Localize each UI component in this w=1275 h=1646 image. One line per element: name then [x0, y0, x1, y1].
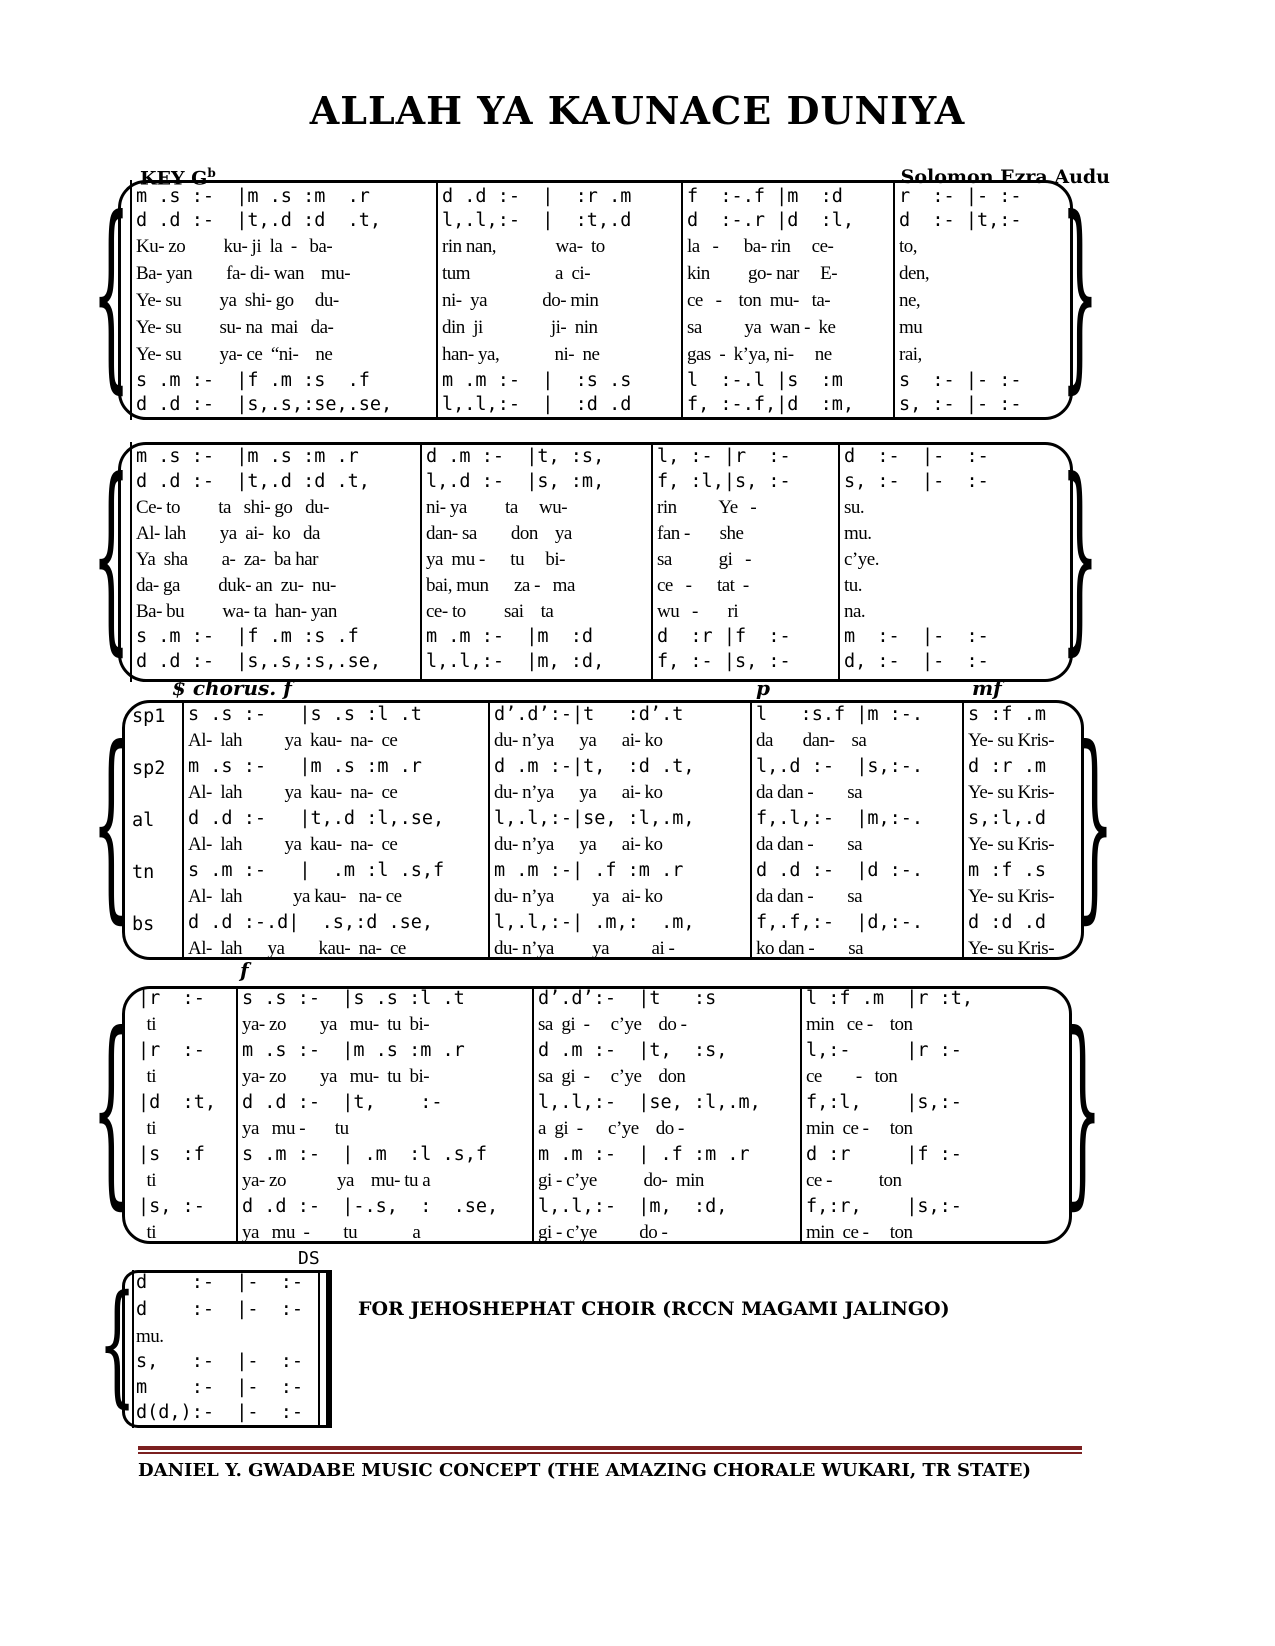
left-brace: {: [92, 176, 131, 414]
lyric-line: Ye- su ya- ce “ni- ne: [136, 344, 333, 365]
lyric-line: da- ga duk- an zu- nu-: [136, 575, 336, 596]
lyric-line: la - ba- rin ce-: [687, 236, 834, 257]
lyric-line: ko dan - sa: [756, 938, 864, 959]
lyric-line: fan - she: [657, 523, 744, 544]
notation-line: m .m :- |m :d: [426, 626, 594, 647]
notation-line: d :r .m: [968, 756, 1046, 777]
final-system: [98, 1268, 332, 1428]
lyric-line: Ye- su su- na mai da-: [136, 317, 334, 338]
notation-line: s .m :- | .m :l .s,f: [242, 1144, 488, 1165]
lyric-line: Ye- su ya shi- go du-: [136, 290, 339, 311]
notation-line: f,.f,:- |d,:-.: [756, 912, 924, 933]
notation-line: m :- |- :-: [844, 626, 989, 647]
lyric-line: ya- zo ya mu- tu bi-: [242, 1014, 430, 1035]
notation-line: d .d :- |t,.d :d .t,: [136, 210, 382, 231]
measure: [532, 986, 800, 1244]
lyric-line: mu.: [844, 523, 872, 544]
lyric-line: Ya sha a- za- ba har: [136, 549, 318, 570]
notation-line: r :- |- :-: [899, 186, 1022, 207]
lyric-line: ce - ton: [806, 1066, 898, 1087]
lyric-line: ti: [138, 1170, 157, 1191]
measure: [488, 700, 750, 960]
measure: [651, 442, 838, 682]
notation-line: f, :-.f,|d :m,: [687, 394, 855, 415]
notation-line: d .m :-|t, :d .t,: [494, 756, 695, 777]
lyric-line: Ye- su Kris-: [968, 730, 1055, 751]
lyric-line: Ye- su Kris-: [968, 886, 1055, 907]
lyric-line: Ba- yan fa- di- wan mu-: [136, 263, 351, 284]
notation-line: s :f .m: [968, 704, 1046, 725]
notation-line: f,:l, |s,:-: [806, 1092, 962, 1113]
notation-line: d(d,):- |- :-: [136, 1402, 304, 1423]
lyric-line: rin nan, wa- to: [442, 236, 605, 257]
lyric-line: ti: [138, 1066, 157, 1087]
right-brace: }: [1075, 706, 1114, 944]
notation-line: s .m :- |f .m :s .f: [136, 370, 370, 391]
lyric-line: ti: [138, 1222, 157, 1243]
lyric-line: ya mu - tu a: [242, 1222, 421, 1243]
notation-line: s, :- |- :-: [844, 471, 989, 492]
notation-line: l,.l,:- | :d .d: [442, 394, 632, 415]
notation-line: d .d :- |t, :-: [242, 1092, 443, 1113]
notation-line: s .m :- |f .m :s .f: [136, 626, 359, 647]
notation-line: d .d :- |d :-.: [756, 860, 924, 881]
left-brace: {: [98, 1268, 137, 1422]
lyric-line: Ye- su Kris-: [968, 834, 1055, 855]
part-label-sp1: sp1: [132, 706, 166, 727]
measure: [436, 180, 681, 420]
notation-line: |r :-: [138, 1040, 205, 1061]
lyric-line: tum a ci-: [442, 263, 591, 284]
right-brace: }: [1060, 176, 1099, 414]
measure: [893, 180, 1063, 420]
lyric-line: wu - ri: [657, 601, 739, 622]
notation-line: m .s :- |m .s :m .r: [242, 1040, 465, 1061]
key-flat: b: [207, 166, 216, 180]
lyric-line: ne,: [899, 290, 921, 311]
part-label-sp2: sp2: [132, 758, 166, 779]
lyric-line: den,: [899, 263, 930, 284]
lyric-line: ni- ya do- min: [442, 290, 599, 311]
notation-line: l,.d :- |s,:-.: [756, 756, 924, 777]
notation-line: d :d .d: [968, 912, 1046, 933]
notation-line: m .m :- | .f :m .r: [538, 1144, 750, 1165]
lyric-line: Ba- bu wa- ta han- yan: [136, 601, 337, 622]
lyric-line: tu.: [844, 575, 863, 596]
lyric-line: rin Ye -: [657, 497, 757, 518]
notation-line: |r :-: [138, 988, 205, 1009]
lyric-line: a gi - c’ye do -: [538, 1118, 684, 1139]
notation-line: l,.l,:- |m, :d,: [538, 1196, 728, 1217]
notation-line: |s :f: [138, 1144, 205, 1165]
notation-line: l,.l,:- |se, :l,.m,: [538, 1092, 761, 1113]
lyric-line: dan- sa don ya: [426, 523, 572, 544]
lyric-line: Al- lah ya ai- ko da: [136, 523, 320, 544]
notation-line: l,.l,:- | :t,.d: [442, 210, 632, 231]
notation-line: d :- |t,:-: [899, 210, 1022, 231]
notation-line: f, :- |s, :-: [657, 651, 791, 672]
notation-line: m .m :- | :s .s: [442, 370, 632, 391]
lyric-line: Al- lah ya kau- na- ce: [188, 886, 402, 907]
notation-line: d :- |- :-: [844, 446, 989, 467]
left-brace: {: [92, 992, 131, 1230]
lyric-line: mu: [899, 317, 923, 338]
chorus-marking: $ chorus. f: [172, 676, 292, 700]
notation-line: m :f .s: [968, 860, 1046, 881]
notation-line: s :- |- :-: [899, 370, 1022, 391]
measure: [182, 700, 488, 960]
notation-line: d, :- |- :-: [844, 651, 989, 672]
left-brace: {: [92, 438, 131, 676]
lyric-line: ce- to sai ta: [426, 601, 554, 622]
lyric-line: ce - ton mu- ta-: [687, 290, 831, 311]
footer-rule-thick: [138, 1446, 1082, 1450]
lyric-line: ce - ton: [806, 1170, 902, 1191]
left-brace: {: [92, 706, 131, 944]
lyric-line: to,: [899, 236, 918, 257]
notation-line: m .m :-| .f :m .r: [494, 860, 684, 881]
notation-line: s .m :- | .m :l .s,f: [188, 860, 445, 881]
notation-line: f,:r, |s,:-: [806, 1196, 962, 1217]
part-label-tn: tn: [132, 862, 155, 883]
notation-line: l,:- |r :-: [806, 1040, 962, 1061]
lyric-line: ti: [138, 1014, 157, 1035]
footer-rule-thin: [138, 1452, 1082, 1454]
notation-line: l, :- |r :-: [657, 446, 791, 467]
notation-line: d .d :- |t,.d :l,.se,: [188, 808, 445, 829]
lyric-line: da dan - sa: [756, 886, 863, 907]
notation-line: m .s :- |m .s :m .r: [188, 756, 422, 777]
notation-line: l,.l,:- |m, :d,: [426, 651, 605, 672]
lyric-line: da dan- sa: [756, 730, 867, 751]
song-title: ALLAH YA KAUNACE DUNIYA: [309, 88, 966, 133]
notation-line: d .d :- |s,.s,:s,.se,: [136, 651, 382, 672]
notation-line: d .m :- |t, :s,: [538, 1040, 728, 1061]
measure: [750, 700, 962, 960]
lyric-line: gi - c’ye do- min: [538, 1170, 704, 1191]
lyric-line: ni- ya ta wu-: [426, 497, 568, 518]
measure: [838, 442, 1063, 682]
notation-line: |s, :-: [138, 1196, 205, 1217]
lyric-line: min ce - ton: [806, 1118, 913, 1139]
dynamic-f: f: [240, 958, 249, 982]
lyric-line: du- n’ya ya ai- ko: [494, 782, 663, 803]
dynamic-mf: mf: [972, 676, 1002, 700]
system-2: [92, 438, 1099, 682]
lyric-line: kin go- nar E-: [687, 263, 838, 284]
system-3-chorus: [92, 700, 1114, 960]
lyric-line: sa gi -: [657, 549, 751, 570]
lyric-line: ya- zo ya mu- tu a: [242, 1170, 431, 1191]
lyric-line: ya mu - tu bi-: [426, 549, 565, 570]
lyric-line: gi - c’ye do -: [538, 1222, 668, 1243]
dal-segno-marking: DS: [298, 1248, 320, 1269]
lyric-line: du- n’ya ya ai- ko: [494, 834, 663, 855]
notation-line: s .s :- |s .s :l .t: [188, 704, 422, 725]
footer-credit: DANIEL Y. GWADABE MUSIC CONCEPT (THE AMAZING CHORALE WUKARI, TR STATE): [138, 1460, 1032, 1481]
measure: [130, 442, 420, 682]
lyric-line: su.: [844, 497, 865, 518]
measure: [130, 180, 436, 420]
lyric-line: bai, mun za - ma: [426, 575, 575, 596]
notation-line: l :f .m |r :t,: [806, 988, 974, 1009]
notation-line: d .d :- |-.s, : .se,: [242, 1196, 499, 1217]
notation-line: d .d :- | :r .m: [442, 186, 632, 207]
lyric-line: min ce - ton: [806, 1222, 913, 1243]
notation-line: f, :l,|s, :-: [657, 471, 791, 492]
lyric-line: Ye- su Kris-: [968, 782, 1055, 803]
notation-line: s, :- |- :-: [136, 1351, 304, 1372]
notation-line: m :- |- :-: [136, 1377, 304, 1398]
part-label-bs: bs: [132, 914, 155, 935]
lyric-line: Al- lah ya kau- na- ce: [188, 938, 406, 959]
notation-line: d :- |- :-: [136, 1299, 304, 1320]
measure: [132, 986, 236, 1244]
notation-line: s, :- |- :-: [899, 394, 1022, 415]
lyric-line: da dan - sa: [756, 834, 863, 855]
lyric-line: Ce- to ta shi- go du-: [136, 497, 330, 518]
lyric-line: ce - tat -: [657, 575, 749, 596]
notation-line: l :s.f |m :-.: [756, 704, 924, 725]
lyric-line: Al- lah ya kau- na- ce: [188, 782, 398, 803]
measure: [800, 986, 1062, 1244]
key-label: KEY G: [140, 167, 208, 190]
notation-line: d .m :- |t, :s,: [426, 446, 605, 467]
notation-line: f :-.f |m :d: [687, 186, 843, 207]
lyric-line: sa gi - c’ye do -: [538, 1014, 687, 1035]
notation-line: d .d :-.d| .s,:d .se,: [188, 912, 434, 933]
lyric-line: ti: [138, 1118, 157, 1139]
lyric-line: min ce - ton: [806, 1014, 913, 1035]
lyric-line: rai,: [899, 344, 922, 365]
notation-line: m .s :- |m .s :m .r: [136, 446, 359, 467]
lyric-line: mu.: [136, 1326, 164, 1347]
notation-line: d :r |f :-: [806, 1144, 962, 1165]
notation-line: l,.d :- |s, :m,: [426, 471, 605, 492]
lyric-line: ya mu - tu: [242, 1118, 349, 1139]
notation-line: |d :t,: [138, 1092, 216, 1113]
lyric-line: na.: [844, 601, 866, 622]
measure: [962, 700, 1082, 960]
notation-line: d’.d’:-|t :d’.t: [494, 704, 684, 725]
lyric-line: Al- lah ya kau- na- ce: [188, 730, 398, 751]
notation-line: d :r |f :-: [657, 626, 791, 647]
lyric-line: sa gi - c’ye don: [538, 1066, 686, 1087]
composer-name: Solomon Ezra Audu: [900, 166, 1110, 188]
measure: [681, 180, 893, 420]
right-brace: }: [1060, 438, 1099, 676]
lyric-line: c’ye.: [844, 549, 879, 570]
lyric-line: Al- lah ya kau- na- ce: [188, 834, 398, 855]
notation-line: l,.l,:-| .m,: .m,: [494, 912, 695, 933]
system-4: [92, 986, 1102, 1244]
lyric-line: da dan - sa: [756, 782, 863, 803]
notation-line: l :-.l |s :m: [687, 370, 843, 391]
lyric-line: Ye- su Kris-: [968, 938, 1055, 959]
measure: [130, 1270, 320, 1428]
notation-line: m .s :- |m .s :m .r: [136, 186, 370, 207]
notation-line: d .d :- |s,.s,:se,.se,: [136, 394, 393, 415]
dedication: FOR JEHOSHEPHAT CHOIR (RCCN MAGAMI JALINGO): [358, 1298, 950, 1320]
notation-line: d .d :- |t,.d :d .t,: [136, 471, 370, 492]
measure: [236, 986, 532, 1244]
lyric-line: du- n’ya ya ai- ko: [494, 886, 663, 907]
dynamic-p: p: [756, 676, 770, 700]
notation-line: d’.d’:- |t :s: [538, 988, 717, 1009]
lyric-line: din ji ji- nin: [442, 317, 598, 338]
part-label-al: al: [132, 810, 155, 831]
lyric-line: han- ya, ni- ne: [442, 344, 600, 365]
lyric-line: du- n’ya ya ai- ko: [494, 730, 663, 751]
notation-line: d :-.r |d :l,: [687, 210, 855, 231]
notation-line: l,.l,:-|se, :l,.m,: [494, 808, 695, 829]
notation-line: d :- |- :-: [136, 1272, 304, 1293]
measure: [420, 442, 651, 682]
lyric-line: ya- zo ya mu- tu bi-: [242, 1066, 430, 1087]
right-brace: }: [1063, 992, 1102, 1230]
notation-line: s .s :- |s .s :l .t: [242, 988, 465, 1009]
lyric-line: sa ya wan - ke: [687, 317, 836, 338]
lyric-line: Ku- zo ku- ji la - ba-: [136, 236, 333, 257]
lyric-line: gas - k’ya, ni- ne: [687, 344, 832, 365]
notation-line: s,:l,.d: [968, 808, 1046, 829]
lyric-line: du- n’ya ya ai -: [494, 938, 675, 959]
notation-line: f,.l,:- |m,:-.: [756, 808, 924, 829]
